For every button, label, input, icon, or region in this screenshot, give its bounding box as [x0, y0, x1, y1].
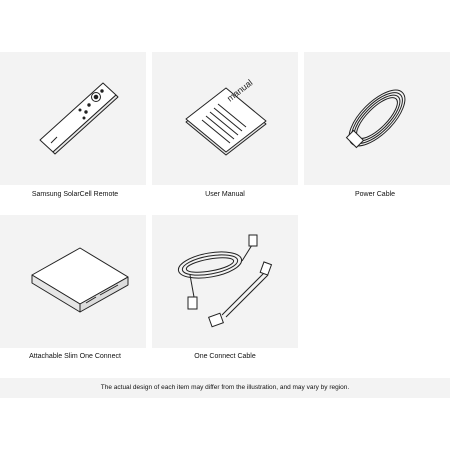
connect-cable-icon	[152, 215, 298, 348]
item-tile-manual	[152, 52, 298, 185]
coiled-cable-icon	[304, 52, 450, 185]
item-label-manual: User Manual	[205, 191, 245, 198]
item-label-power-cable: Power Cable	[354, 191, 396, 198]
disclaimer-note: The actual design of each item may differ from the illustration, and may vary by region.	[0, 378, 450, 398]
remote-control-icon	[0, 52, 146, 185]
item-label-one-connect: Attachable Slim One Connect	[29, 353, 121, 360]
one-connect-box-icon	[0, 215, 146, 348]
manual-cover-text: manual	[225, 77, 255, 104]
item-label-connect-cable: One Connect Cable	[194, 353, 256, 360]
manual-booklet-icon	[152, 52, 298, 185]
item-tile-power-cable	[304, 52, 450, 185]
item-tile-one-connect	[0, 215, 146, 348]
item-tile-connect-cable	[152, 215, 298, 348]
item-tile-remote	[0, 52, 146, 185]
item-label-remote: Samsung SolarCell Remote	[31, 191, 119, 198]
